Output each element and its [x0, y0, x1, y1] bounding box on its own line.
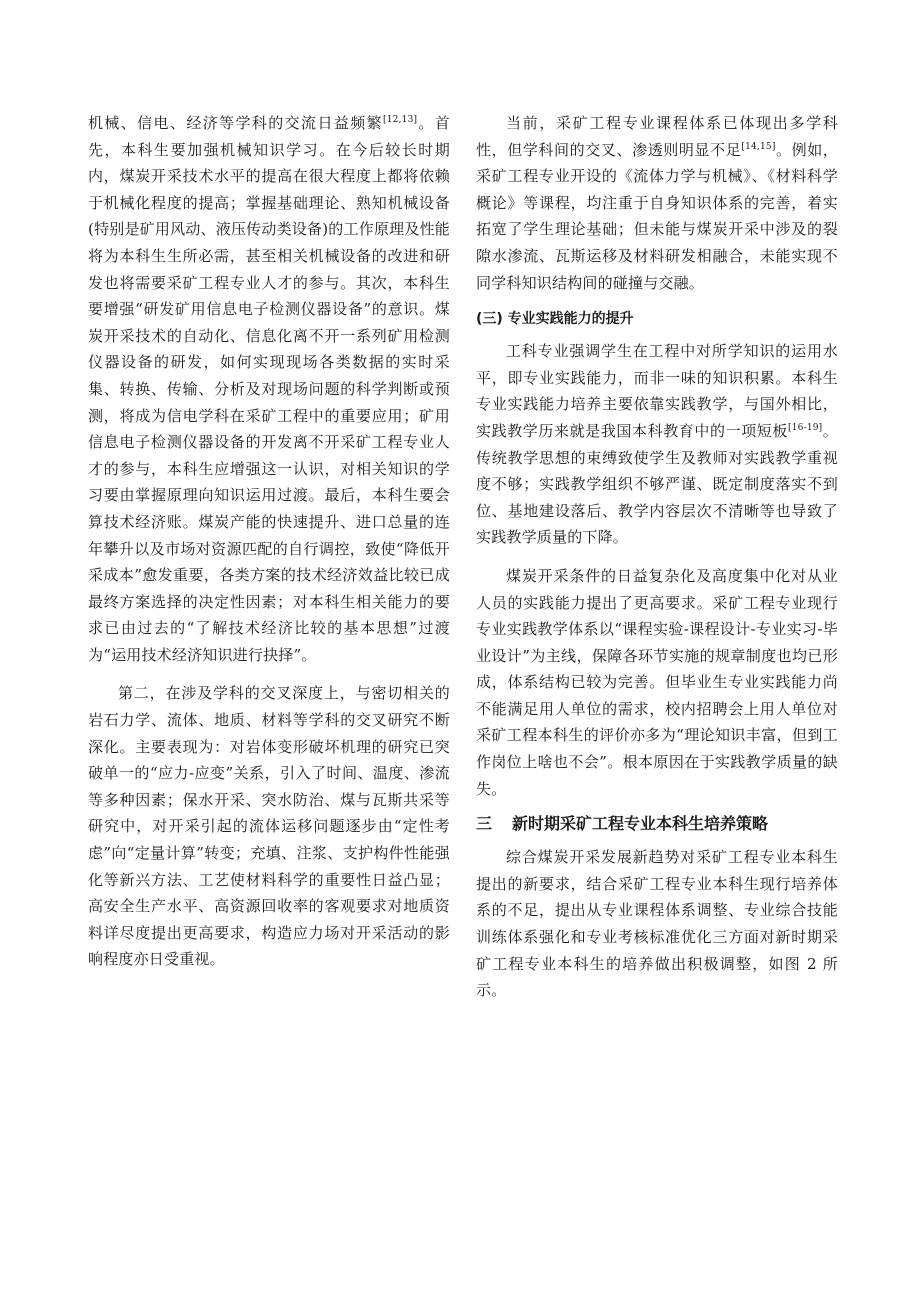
- left-column: [88, 110, 450, 973]
- right-column: [476, 110, 838, 1004]
- section-number: 三: [476, 814, 493, 834]
- section-heading: [476, 810, 838, 838]
- paragraph-text: 。首先，本科生要加强机械知识学习。在今后较长时期内，煤炭开采技术水平的提高在很大程度上都将依赖于机械化程度的提高；掌握基础理论、熟知机械设备(特别是矿用风动、液压传动类设备)的工作原理及性能将为本科生生所必需，甚至相关机械设备的改进和研发也将需要采矿工程专业人才的参与。其次，本科生要增强“研发矿用信息电子检测仪器设备”的意识。煤炭开采技术的自动化、信息化离不开一系列矿用检测仪器设备的研发，如何实现现场各类数据的实时采集、转换、传输、分析及对现场问题的科学判断或预测，将成为信电学科在采矿工程中的重要应用；矿用信息电子检测仪器设备的开发离不开采矿工程专业人才的参与，本科生应增强这一认识，对相关知识的学习要由掌握原理向知识运用过渡。最后，本科生要会算技术经济账。煤炭产能的快速提升、进口总量的连年攀升以及市场对资源匹配的自行调控，致使“降低开采成本”愈发重要，各类方案的技术经济效益比较已成最终方案选择的决定性因素；对本科生相关能力的要求已由过去的“了解技术经济比较的基本思想”过渡为“运用技术经济知识进行抉择”。: [88, 114, 450, 664]
- citation: [12,13]: [383, 115, 418, 125]
- citation: [16-19]: [788, 422, 823, 433]
- paragraph-discipline-crossing: 第二，在涉及学科的交叉深度上，与密切相关的岩石力学、流体、地质、材料等学科的交叉研究不断深化。主要表现为：对岩体变形破坏机理的研究已突破单一的“应力-应变”关系，引入了时间、温度、渗流等多种因素；保水开采、突水防治、煤与瓦斯共采等研究中，对开采引起的流体运移问题逐步由“定性考虑”向“定量计算”转变；充填、注浆、支护构件性能强化等新兴方法、工艺使材料科学的重要性日益凸显；高安全生产水平、高资源回收率的客观要求对地质资料详尽度提出更高要求，构造应力场对开采活动的影响程度亦日受重视。: [88, 684, 450, 969]
- paragraph-text: 。例如，采矿工程专业开设的《流体力学与机械》、《材料科学概论》等课程，均注重于自身知识体系的完善，着实拓宽了学生理论基础；但未能与煤炭开采中涉及的裂隙水渗流、瓦斯运移及材料研发相融合，未能实现不同学科知识结构间的碰撞与交融。: [476, 140, 838, 292]
- paragraph-text: 机械、信电、经济等学科的交流日益频繁: [88, 114, 384, 132]
- section-title: 新时期采矿工程专业本科生培养策略: [512, 814, 769, 834]
- paragraph-text: 。传统教学思想的束缚致使学生及教师对实践教学重视度不够；实践教学组织不够严谨、既定制度落实不到位、基地建设落后、教学内容层次不清晰等也导致了实践教学质量的下降。: [476, 421, 838, 547]
- paragraph-curriculum: [476, 110, 838, 296]
- paragraph-mechanical-knowledge: [88, 110, 450, 668]
- subheading-practice-ability: (三) 专业实践能力的提升: [476, 311, 634, 328]
- paragraph-text: 工科专业强调学生在工程中对所学知识的运用水平，即专业实践能力，而非一味的知识积累。本科生专业实践能力培养主要依靠实践教学，与国外相比，实践教学历来就是我国本科教育中的一项短板: [476, 342, 838, 440]
- paragraph-practice-teaching: [476, 338, 838, 551]
- paragraph-text: 当前，采矿工程专业课程体系已体现出多学科性，但学科间的交叉、渗透则明显不足: [476, 114, 838, 159]
- paragraph-strategy: 综合煤炭开采发展新趋势对采矿工程专业本科生提出的新要求，结合采矿工程专业本科生现行培养体系的不足，提出从专业课程体系调整、专业综合技能训练体系强化和专业考核标准优化三方面对新时期采矿工程专业本科生的培养做出积极调整，如图 2 所示。: [476, 848, 838, 1000]
- paragraph-practice-requirements: 煤炭开采条件的日益复杂化及高度集中化对从业人员的实践能力提出了更高要求。采矿工程专业现行专业实践教学体系以“课程实验-课程设计-专业实习-毕业设计”为主线，保障各环节实施的规章制度也均已形成，体系结构已较为完善。但毕业生专业实践能力尚不能满足用人单位的需求，校内招聘会上用人单位对采矿工程本科生的评价亦多为“理论知识丰富，但到工作岗位上啥也不会”。根本原因在于实践教学质量的缺失。: [476, 566, 838, 798]
- citation: [14,15]: [741, 141, 776, 152]
